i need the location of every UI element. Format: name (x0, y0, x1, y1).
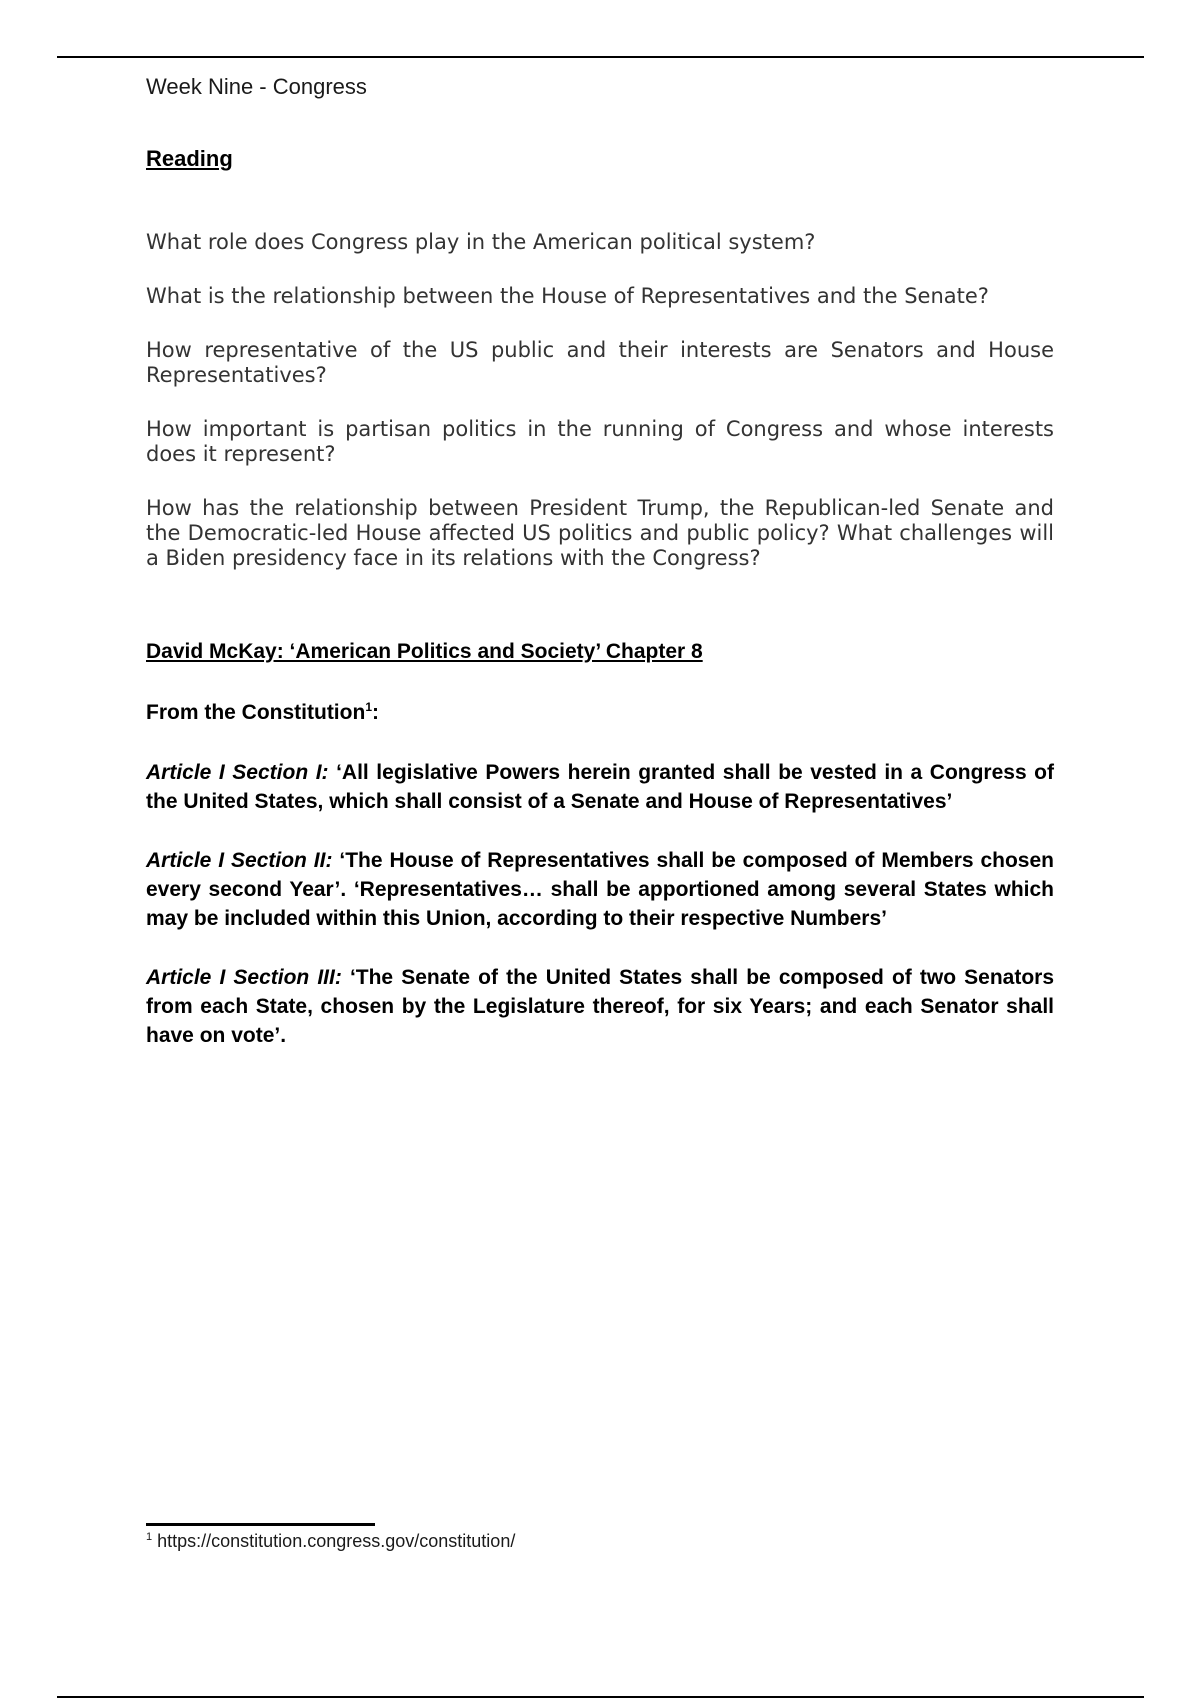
article-quote (146, 846, 1054, 933)
question-item: What is the relationship between the House of Representatives and the Senate? (146, 284, 989, 308)
article-text: ‘The House of Representatives shall be composed of Members chosen every second Year’. ‘Representatives… shall be apportioned among several States which may be included within this Union, according to their respective Numbers’ (146, 849, 1054, 930)
question-item: How representative of the US public and their interests are Senators and House Representatives? (146, 338, 1054, 387)
source-heading: David McKay: ‘American Politics and Society’ Chapter 8 (146, 640, 703, 663)
bottom-page-rule (57, 1696, 1144, 1698)
footnote-link[interactable]: https://constitution.congress.gov/constitution/ (152, 1531, 516, 1551)
constitution-heading (146, 700, 379, 725)
top-page-rule (57, 56, 1144, 58)
article-text: ‘The Senate of the United States shall be composed of two Senators from each State, chosen by the Legislature thereof, for six Years; and each Senator shall have on vote’. (146, 966, 1054, 1047)
page-header-title: Week Nine - Congress (146, 74, 367, 99)
question-item: How has the relationship between President Trump, the Republican-led Senate and the Democratic-led House affected US politics and public policy? What challenges will a Biden presidency face in its relations with the Congress? (146, 496, 1054, 570)
constitution-heading-text: From the Constitution (146, 701, 366, 724)
reading-heading: Reading (146, 146, 233, 171)
footnote-reference[interactable]: 1 (365, 700, 372, 714)
question-item: How important is partisan politics in the running of Congress and whose interests does it represent? (146, 417, 1054, 466)
footnote-separator (146, 1523, 375, 1526)
footnote (146, 1531, 515, 1552)
article-label: Article I Section III: (146, 966, 342, 989)
article-text: ‘All legislative Powers herein granted shall be vested in a Congress of the United States, which shall consist of a Senate and House of Representatives’ (146, 761, 1055, 813)
footnote-marker: 1 (146, 1531, 153, 1543)
article-label: Article I Section I: (146, 761, 329, 784)
constitution-articles (146, 758, 1054, 1080)
question-item: What role does Congress play in the American political system? (146, 230, 816, 254)
constitution-heading-colon: : (372, 701, 379, 724)
article-quote (146, 758, 1054, 816)
question-list (146, 230, 1054, 600)
article-quote (146, 963, 1054, 1050)
article-label: Article I Section II: (146, 849, 333, 872)
